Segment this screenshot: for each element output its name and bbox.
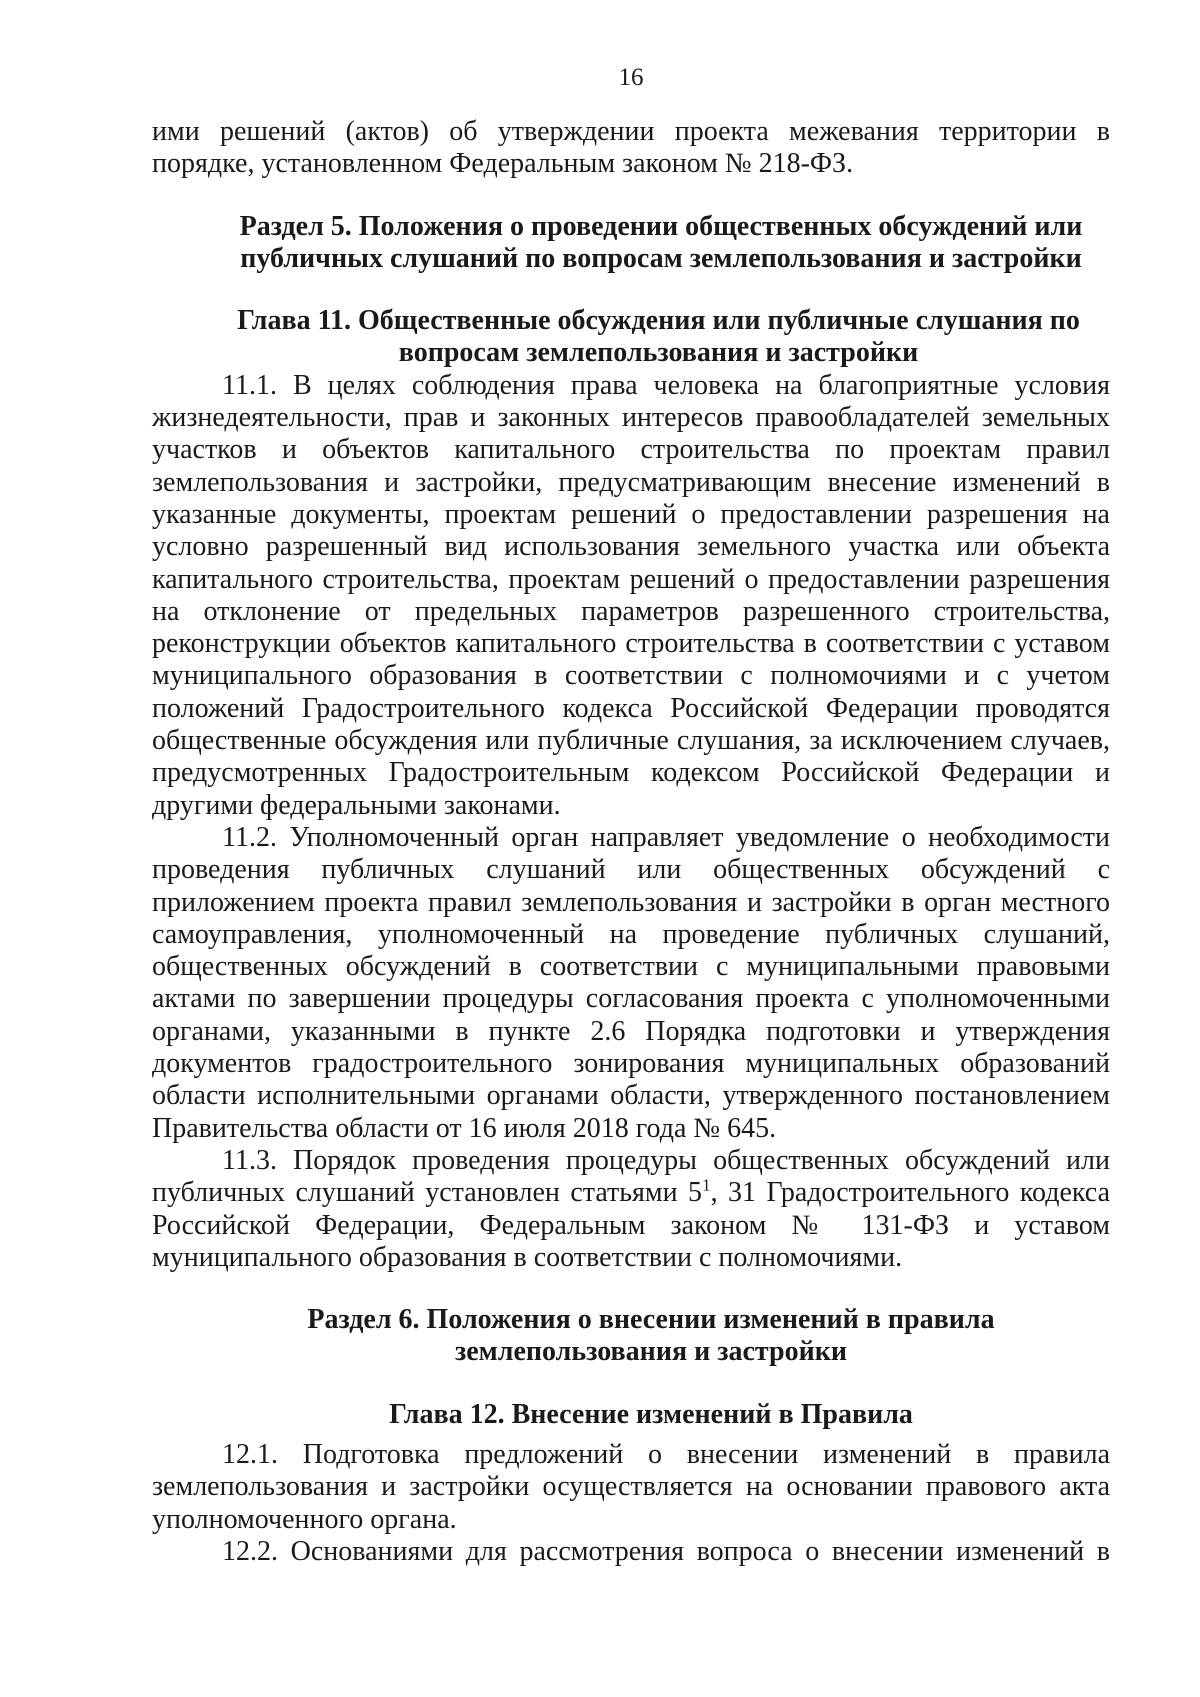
- paragraph-11-3-part-2: , 31 Градостроительного кодекса Российской Федерации, Федеральным законом № 131-ФЗ и уставом муниципального образования в соответствии с полномочиями.: [152, 1177, 1110, 1273]
- chapter-11-heading: [152, 305, 1110, 370]
- chapter-12-heading: Глава 12. Внесение изменений в Правила: [389, 1398, 913, 1430]
- page-number: 16: [618, 64, 644, 91]
- section-6-heading-line-1: Раздел 6. Положения о внесении изменений в правила: [307, 1304, 995, 1336]
- chapter-11-heading-line-2: вопросам землепользования и застройки: [398, 337, 919, 369]
- paragraph-12-2: 12.2. Основаниями для рассмотрения вопроса о внесении изменений в: [222, 1535, 1110, 1567]
- section-5-heading-line-1: Раздел 5. Положения о проведении общественных обсуждений или: [239, 210, 1083, 242]
- paragraph-12-1: 12.1. Подготовка предложений о внесении изменений в правила землепользования и застройки осуществляется на основании правового акта уполномоченного органа.: [152, 1438, 1110, 1535]
- document-body: [152, 116, 1110, 1568]
- section-5-heading-line-2: публичных слушаний по вопросам землепользования и застройки: [240, 242, 1082, 274]
- paragraph-11-1: 11.1. В целях соблюдения права человека на благоприятные условия жизнедеятельности, прав и законных интересов правообладателей земельных участков и объектов капитального строительства по проектам правил землепользования и застройки, предусматривающим внесение изменений в указанные документы, проектам решений о предоставлении разрешения на условно разрешенный вид использования земельного участка или объекта капитального строительства, проектам решений о предоставлении разрешения на отклонение от предельных параметров разрешенного строительства, реконструкции объектов капитального строительства в соответствии с уставом муниципального образования в соответствии с полномочиями и с учетом положений Градостроительного кодекса Российской Федерации проводятся общественные обсуждения или публичные слушания, за исключением случаев, предусмотренных Градостроительным кодексом Российской Федерации и другими федеральными законами.: [152, 369, 1110, 821]
- paragraph-11-3: [152, 1145, 1110, 1274]
- chapter-11-heading-line-1: Глава 11. Общественные обсуждения или публичные слушания по: [237, 305, 1080, 337]
- paragraph-11-3-part-1: 11.3. Порядок проведения процедуры общественных обсуждений или публичных слушаний установлен статьями 5: [152, 1144, 1110, 1209]
- paragraph-11-2: 11.2. Уполномоченный орган направляет уведомление о необходимости проведения публичных слушаний или общественных обсуждений с приложением проекта правил землепользования и застройки в орган местного самоуправления, уполномоченный на проведение публичных слушаний, общественных обсуждений в соответствии с муниципальными правовыми актами по завершении процедуры согласования проекта с уполномоченными органами, указанными в пункте 2.6 Порядка подготовки и утверждения документов градостроительного зонирования муниципальных образований области исполнительными органами области, утвержденного постановлением Правительства области от 16 июля 2018 года № 645.: [152, 821, 1110, 1144]
- section-6-heading-line-2: землепользования и застройки: [455, 1336, 847, 1368]
- intro-paragraph: ими решений (актов) об утверждении проекта межевания территории в порядке, установленном Федеральным законом № 218-ФЗ.: [152, 116, 1110, 180]
- superscript-marker: 1: [702, 1175, 711, 1195]
- section-6-heading: [152, 1304, 1110, 1369]
- section-5-heading: [152, 211, 1110, 276]
